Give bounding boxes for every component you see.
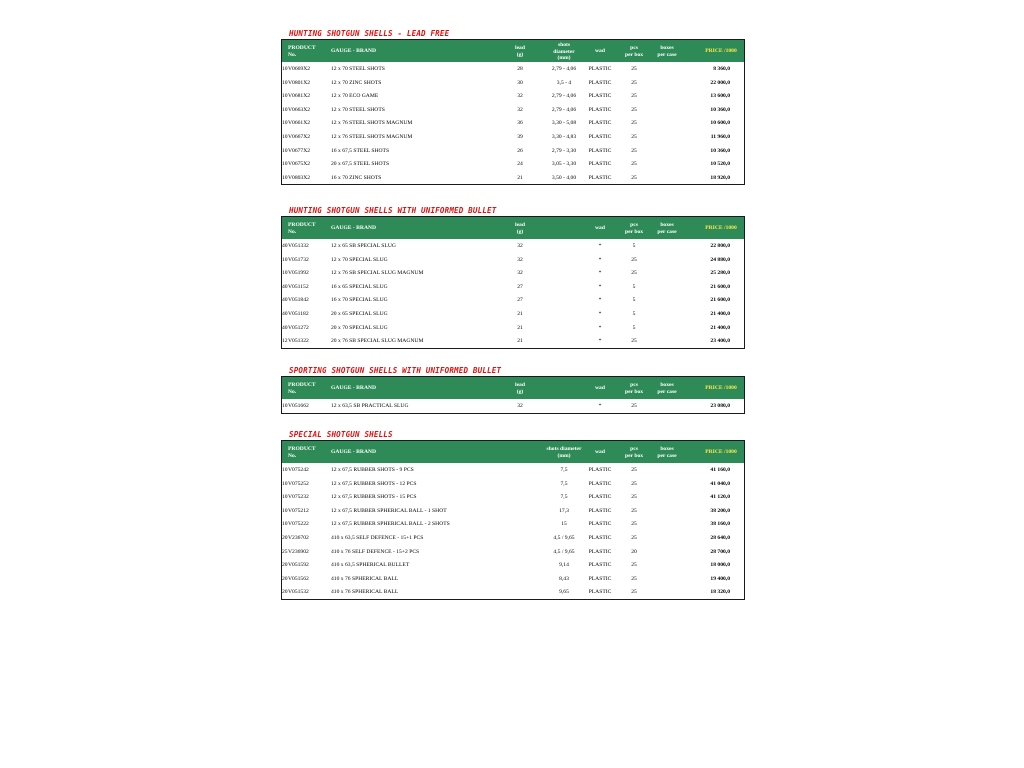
- price-table: [281, 39, 745, 185]
- cell-wad: PLASTIC: [588, 147, 612, 154]
- cell-gauge-brand: 16 x 70 ZINC SHOTS: [331, 174, 382, 181]
- cell-price: 38 200,0: [710, 507, 730, 514]
- cell-product-code: V236902: [288, 548, 309, 555]
- cell-product-code: V0675X2: [288, 161, 311, 168]
- cell-gauge-brand: 12 x 70 ECO GAME: [331, 93, 379, 100]
- header-pcs-per-box: pcs per box: [624, 45, 644, 58]
- cell-price: 21 600,0: [710, 283, 730, 290]
- cell-price: 28 700,0: [710, 548, 730, 555]
- cell-product-code: V0803X2: [288, 174, 311, 181]
- cell-gauge-brand: 12 x 67,5 RUBBER SHOTS - 15 PCS: [331, 494, 417, 501]
- cell-pcs-per-box: 25: [631, 256, 637, 263]
- table-row: [282, 116, 744, 130]
- cell-price: 41 120,0: [710, 494, 730, 501]
- cell-boxes-per-case: 10: [282, 93, 288, 100]
- cell-price: 25 280,0: [710, 270, 730, 277]
- cell-product-code: V051732: [288, 256, 309, 263]
- cell-wad: *: [598, 403, 602, 409]
- cell-pcs-per-box: 25: [631, 467, 637, 473]
- table-header: [282, 40, 744, 62]
- cell-wad: *: [598, 338, 602, 345]
- cell-wad: *: [598, 283, 602, 290]
- cell-pcs-per-box: 5: [632, 243, 636, 249]
- cell-lead: 27: [517, 297, 523, 304]
- cell-boxes-per-case: 40: [282, 297, 288, 304]
- cell-product-code: V0801X2: [288, 79, 311, 86]
- table-row: [282, 171, 744, 185]
- cell-lead: 32: [517, 403, 523, 409]
- cell-product-code: V051182: [288, 310, 309, 317]
- cell-wad: PLASTIC: [588, 133, 612, 140]
- cell-price: 22 000,0: [710, 79, 730, 86]
- cell-lead: 36: [517, 120, 523, 127]
- cell-lead: 27: [517, 283, 523, 290]
- cell-wad: PLASTIC: [588, 66, 612, 72]
- cell-gauge-brand: 12 x 67,5 RUBBER SHOTS - 9 PCS: [331, 467, 414, 473]
- cell-diam: 2,79 - 3,30: [551, 147, 577, 154]
- cell-boxes-per-case: 10: [282, 161, 288, 168]
- cell-boxes-per-case: 10: [282, 79, 288, 86]
- header-gauge-brand: GAUGE - BRAND: [331, 225, 377, 231]
- header-boxes-per-case: boxes per case: [657, 222, 677, 235]
- table-row: [282, 531, 744, 545]
- cell-lead: 21: [517, 310, 523, 317]
- cell-price: 23 400,0: [710, 338, 730, 345]
- table-header: [282, 441, 744, 463]
- header-lead: lead (g): [515, 382, 525, 395]
- table-row: [282, 144, 744, 158]
- cell-boxes-per-case: 40: [282, 310, 288, 317]
- cell-pcs-per-box: 25: [631, 589, 637, 596]
- cell-pcs-per-box: 25: [631, 66, 637, 72]
- header-price: PRICE /1000: [705, 449, 737, 455]
- cell-product-code: V0681X2: [288, 93, 311, 100]
- cell-wad: PLASTIC: [588, 494, 612, 501]
- cell-boxes-per-case: 10: [282, 494, 288, 501]
- cell-gauge-brand: 410 x 76 SPHERICAL BALL: [331, 589, 399, 596]
- cell-lead: 32: [517, 270, 523, 277]
- cell-lead: 21: [517, 338, 523, 345]
- cell-product-code: V051662: [288, 403, 309, 409]
- cell-lead: 32: [517, 106, 523, 113]
- cell-product-code: V0677X2: [288, 147, 311, 154]
- cell-wad: PLASTIC: [588, 106, 612, 113]
- cell-pcs-per-box: 25: [631, 79, 637, 86]
- cell-gauge-brand: 12 x 67,5 RUBBER SHOTS - 12 PCS: [331, 480, 417, 487]
- cell-product-code: V075242: [288, 467, 309, 473]
- table-row: [282, 399, 744, 413]
- header-lead: lead (g): [515, 45, 525, 58]
- cell-price: 22 800,0: [710, 243, 730, 249]
- section-title: HUNTING SHOTGUN SHELLS - LEAD FREE: [289, 29, 450, 38]
- cell-product-code: V051272: [288, 324, 309, 331]
- cell-wad: PLASTIC: [588, 575, 612, 582]
- cell-gauge-brand: 410 x 63,5 SPHERICAL BULLET: [331, 562, 410, 569]
- cell-gauge-brand: 12 x 65 SB SPECIAL SLUG: [331, 243, 396, 249]
- cell-gauge-brand: 12 x 70 ZINC SHOTS: [331, 79, 382, 86]
- cell-product-code: V0667X2: [288, 133, 311, 140]
- cell-gauge-brand: 12 x 70 SPECIAL SLUG: [331, 256, 388, 263]
- cell-product-code: V051842: [288, 297, 309, 304]
- cell-lead: 24: [517, 161, 523, 168]
- table-row: [282, 585, 744, 599]
- cell-wad: PLASTIC: [588, 548, 612, 555]
- cell-diam: 7,5: [560, 467, 568, 473]
- cell-price: 28 640,0: [710, 534, 730, 541]
- cell-pcs-per-box: 20: [631, 548, 637, 555]
- cell-pcs-per-box: 5: [632, 283, 636, 290]
- table-row: [282, 490, 744, 504]
- cell-product-code: V075212: [288, 507, 309, 514]
- cell-lead: 32: [517, 243, 523, 249]
- header-pcs-per-box: pcs per box: [624, 446, 644, 459]
- cell-gauge-brand: 410 x 76 SPHERICAL BALL: [331, 575, 399, 582]
- price-table: [281, 376, 745, 414]
- cell-boxes-per-case: 20: [282, 575, 288, 582]
- table-row: [282, 89, 744, 103]
- table-row: [282, 293, 744, 307]
- cell-pcs-per-box: 5: [632, 297, 636, 304]
- header-boxes-per-case: boxes per case: [657, 45, 677, 58]
- header-gauge-brand: GAUGE - BRAND: [331, 449, 377, 455]
- cell-boxes-per-case: 25: [282, 548, 288, 555]
- header-product-no: PRODUCT No.: [288, 45, 316, 58]
- cell-diam: 8,43: [559, 575, 569, 582]
- cell-pcs-per-box: 25: [631, 480, 637, 487]
- cell-product-code: V051322: [288, 338, 309, 345]
- cell-pcs-per-box: 25: [631, 507, 637, 514]
- header-product-no: PRODUCT No.: [288, 446, 316, 459]
- header-pcs-per-box: pcs per box: [624, 222, 644, 235]
- cell-boxes-per-case: 10: [282, 106, 288, 113]
- cell-boxes-per-case: 10: [282, 256, 288, 263]
- header-wad: wad: [595, 225, 605, 231]
- cell-boxes-per-case: 20: [282, 534, 288, 541]
- cell-pcs-per-box: 25: [631, 575, 637, 582]
- cell-diam: 15: [561, 521, 567, 528]
- table-row: [282, 321, 744, 335]
- cell-product-code: V236702: [288, 534, 309, 541]
- cell-wad: *: [598, 270, 602, 277]
- cell-pcs-per-box: 25: [631, 494, 637, 501]
- cell-wad: PLASTIC: [588, 534, 612, 541]
- section-title: SPECIAL SHOTGUN SHELLS: [289, 430, 393, 439]
- table-row: [282, 572, 744, 586]
- price-table: [281, 216, 745, 349]
- cell-price: 24 880,0: [710, 256, 730, 263]
- cell-gauge-brand: 20 x 70 SPECIAL SLUG: [331, 324, 388, 331]
- table-row: [282, 266, 744, 280]
- cell-boxes-per-case: 10: [282, 120, 288, 127]
- header-wad: wad: [595, 385, 605, 391]
- cell-boxes-per-case: 12: [282, 338, 288, 345]
- header-boxes-per-case: boxes per case: [657, 446, 677, 459]
- cell-wad: PLASTIC: [588, 467, 612, 473]
- cell-price: 23 080,0: [710, 403, 730, 409]
- cell-price: 18 000,0: [710, 562, 730, 569]
- cell-gauge-brand: 410 x 76 SELF DEFENCE - 15+2 PCS: [331, 548, 420, 555]
- cell-gauge-brand: 16 x 65 SPECIAL SLUG: [331, 283, 388, 290]
- cell-boxes-per-case: 10: [282, 403, 288, 409]
- table-header: [282, 217, 744, 239]
- cell-price: 21 600,0: [710, 297, 730, 304]
- cell-wad: PLASTIC: [588, 507, 612, 514]
- cell-product-code: V051532: [288, 589, 309, 596]
- cell-diam: 3,5 - 4: [556, 79, 572, 86]
- header-shots-diameter: shots diameter (mm): [546, 446, 582, 459]
- cell-pcs-per-box: 25: [631, 403, 637, 409]
- cell-gauge-brand: 12 x 76 SB SPECIAL SLUG MAGNUM: [331, 270, 424, 277]
- table-row: [282, 157, 744, 171]
- cell-wad: PLASTIC: [588, 161, 612, 168]
- cell-gauge-brand: 12 x 70 STEEL SHOTS: [331, 106, 385, 113]
- header-product-no: PRODUCT No.: [288, 222, 316, 235]
- cell-diam: 3,05 - 3,30: [551, 161, 577, 168]
- header-boxes-per-case: boxes per case: [657, 382, 677, 395]
- cell-lead: 39: [517, 133, 523, 140]
- cell-lead: 32: [517, 256, 523, 263]
- table-row: [282, 130, 744, 144]
- price-table: [281, 440, 745, 600]
- cell-lead: 32: [517, 93, 523, 100]
- cell-boxes-per-case: 10: [282, 133, 288, 140]
- cell-price: 38 160,0: [710, 521, 730, 528]
- cell-price: 10 600,0: [710, 120, 730, 127]
- cell-boxes-per-case: 10: [282, 147, 288, 154]
- cell-boxes-per-case: 10: [282, 507, 288, 514]
- cell-boxes-per-case: 40: [282, 324, 288, 331]
- cell-gauge-brand: 12 x 63,5 SB PRACTICAL SLUG: [331, 403, 409, 409]
- cell-gauge-brand: 12 x 67,5 RUBBER SPHERICAL BALL - 1 SHOT: [331, 507, 447, 514]
- header-price: PRICE /1000: [705, 385, 737, 391]
- cell-gauge-brand: 410 x 63,5 SELF DEFENCE - 15+1 PCS: [331, 534, 424, 541]
- cell-product-code: V0669X2: [288, 66, 311, 72]
- cell-wad: *: [598, 310, 602, 317]
- header-wad: wad: [595, 48, 605, 54]
- cell-gauge-brand: 20 x 76 SB SPECIAL SLUG MAGNUM: [331, 338, 424, 345]
- header-lead: lead (g): [515, 222, 525, 235]
- cell-diam: 17,3: [559, 507, 569, 514]
- cell-product-code: V051332: [288, 243, 309, 249]
- cell-pcs-per-box: 25: [631, 534, 637, 541]
- table-row: [282, 253, 744, 267]
- cell-diam: 2,79 - 4,06: [551, 106, 577, 113]
- header-gauge-brand: GAUGE - BRAND: [331, 48, 377, 54]
- table-row: [282, 280, 744, 294]
- cell-gauge-brand: 12 x 76 STEEL SHOTS MAGNUM: [331, 133, 413, 140]
- cell-wad: *: [598, 256, 602, 263]
- cell-gauge-brand: 12 x 67,5 RUBBER SPHERICAL BALL - 2 SHOTS: [331, 521, 450, 528]
- cell-product-code: V075252: [288, 480, 309, 487]
- cell-price: 10 360,0: [710, 106, 730, 113]
- table-row: [282, 558, 744, 572]
- table-row: [282, 76, 744, 90]
- cell-diam: 9,65: [559, 589, 569, 596]
- table-row: [282, 307, 744, 321]
- cell-price: 41 160,0: [710, 467, 730, 473]
- cell-boxes-per-case: 10: [282, 521, 288, 528]
- cell-wad: PLASTIC: [588, 589, 612, 596]
- cell-price: 10 360,0: [710, 147, 730, 154]
- cell-gauge-brand: 16 x 70 SPECIAL SLUG: [331, 297, 388, 304]
- cell-gauge-brand: 20 x 67,5 STEEL SHOTS: [331, 161, 390, 168]
- cell-boxes-per-case: 20: [282, 589, 288, 596]
- cell-wad: *: [598, 243, 602, 249]
- table-row: [282, 504, 744, 518]
- table-row: [282, 477, 744, 491]
- cell-pcs-per-box: 25: [631, 106, 637, 113]
- table-row: [282, 103, 744, 117]
- cell-product-code: V051992: [288, 270, 309, 277]
- cell-price: 21 400,0: [710, 324, 730, 331]
- table-row: [282, 239, 744, 253]
- cell-lead: 28: [517, 66, 523, 72]
- cell-boxes-per-case: 10: [282, 480, 288, 487]
- table-row: [282, 334, 744, 348]
- cell-product-code: V051152: [288, 283, 309, 290]
- header-price: PRICE /1000: [705, 48, 737, 54]
- cell-price: 21 400,0: [710, 310, 730, 317]
- cell-pcs-per-box: 25: [631, 147, 637, 154]
- cell-boxes-per-case: 10: [282, 270, 288, 277]
- header-product-no: PRODUCT No.: [288, 382, 316, 395]
- table-header: [282, 377, 744, 399]
- cell-wad: *: [598, 297, 602, 304]
- cell-pcs-per-box: 25: [631, 338, 637, 345]
- cell-pcs-per-box: 25: [631, 120, 637, 127]
- cell-lead: 26: [517, 147, 523, 154]
- cell-pcs-per-box: 25: [631, 133, 637, 140]
- cell-pcs-per-box: 25: [631, 161, 637, 168]
- cell-diam: 4,5 / 9,65: [553, 548, 575, 555]
- cell-product-code: V0663X2: [288, 106, 311, 113]
- cell-diam: 2,79 - 4,06: [551, 66, 577, 72]
- cell-price: 8 360,0: [713, 66, 730, 72]
- cell-price: 18 920,0: [710, 174, 730, 181]
- cell-gauge-brand: 12 x 76 STEEL SHOTS MAGNUM: [331, 120, 413, 127]
- cell-price: 11 960,0: [710, 133, 730, 140]
- cell-diam: 3,50 - 4,00: [551, 174, 577, 181]
- cell-boxes-per-case: 10: [282, 66, 288, 72]
- cell-wad: PLASTIC: [588, 79, 612, 86]
- cell-diam: 2,79 - 4,06: [551, 93, 577, 100]
- cell-wad: PLASTIC: [588, 93, 612, 100]
- cell-wad: PLASTIC: [588, 480, 612, 487]
- cell-boxes-per-case: 10: [282, 467, 288, 473]
- cell-pcs-per-box: 25: [631, 521, 637, 528]
- cell-boxes-per-case: 40: [282, 283, 288, 290]
- table-row: [282, 517, 744, 531]
- cell-wad: PLASTIC: [588, 120, 612, 127]
- cell-product-code: V075222: [288, 521, 309, 528]
- cell-product-code: V051562: [288, 575, 309, 582]
- cell-boxes-per-case: 20: [282, 562, 288, 569]
- cell-wad: *: [598, 324, 602, 331]
- cell-gauge-brand: 20 x 65 SPECIAL SLUG: [331, 310, 388, 317]
- cell-diam: 7,5: [560, 480, 568, 487]
- cell-wad: PLASTIC: [588, 562, 612, 569]
- header-pcs-per-box: pcs per box: [624, 382, 644, 395]
- cell-wad: PLASTIC: [588, 174, 612, 181]
- cell-diam: 3,30 - 4,83: [551, 133, 577, 140]
- cell-gauge-brand: 12 x 70 STEEL SHOTS: [331, 66, 385, 72]
- cell-price: 18 320,0: [710, 589, 730, 596]
- cell-diam: 7,5: [560, 494, 568, 501]
- table-row: [282, 62, 744, 76]
- cell-wad: PLASTIC: [588, 521, 612, 528]
- cell-diam: 3,30 - 5,08: [551, 120, 577, 127]
- cell-price: 41 040,0: [710, 480, 730, 487]
- cell-gauge-brand: 16 x 67,5 STEEL SHOTS: [331, 147, 390, 154]
- header-shots-diameter: shots diameter (mm): [553, 42, 575, 61]
- cell-pcs-per-box: 25: [631, 270, 637, 277]
- cell-pcs-per-box: 25: [631, 174, 637, 181]
- section-title: HUNTING SHOTGUN SHELLS WITH UNIFORMED BULLET: [289, 206, 497, 215]
- section-title: SPORTING SHOTGUN SHELLS WITH UNIFORMED BULLET: [289, 366, 502, 375]
- cell-pcs-per-box: 25: [631, 93, 637, 100]
- cell-product-code: V051592: [288, 562, 309, 569]
- cell-pcs-per-box: 5: [632, 310, 636, 317]
- header-price: PRICE /1000: [705, 225, 737, 231]
- header-wad: wad: [595, 449, 605, 455]
- cell-product-code: V0661X2: [288, 120, 311, 127]
- cell-product-code: V075232: [288, 494, 309, 501]
- cell-lead: 21: [517, 174, 523, 181]
- cell-lead: 21: [517, 324, 523, 331]
- cell-diam: 9,14: [559, 562, 569, 569]
- cell-boxes-per-case: 40: [282, 243, 288, 249]
- cell-pcs-per-box: 25: [631, 562, 637, 569]
- cell-boxes-per-case: 10: [282, 174, 288, 181]
- cell-pcs-per-box: 5: [632, 324, 636, 331]
- table-row: [282, 545, 744, 559]
- cell-price: 13 600,0: [710, 93, 730, 100]
- cell-diam: 4,5 / 9,65: [553, 534, 575, 541]
- header-gauge-brand: GAUGE - BRAND: [331, 385, 377, 391]
- cell-price: 10 520,0: [710, 161, 730, 168]
- cell-lead: 30: [517, 79, 523, 86]
- cell-price: 19 400,0: [710, 575, 730, 582]
- table-row: [282, 463, 744, 477]
